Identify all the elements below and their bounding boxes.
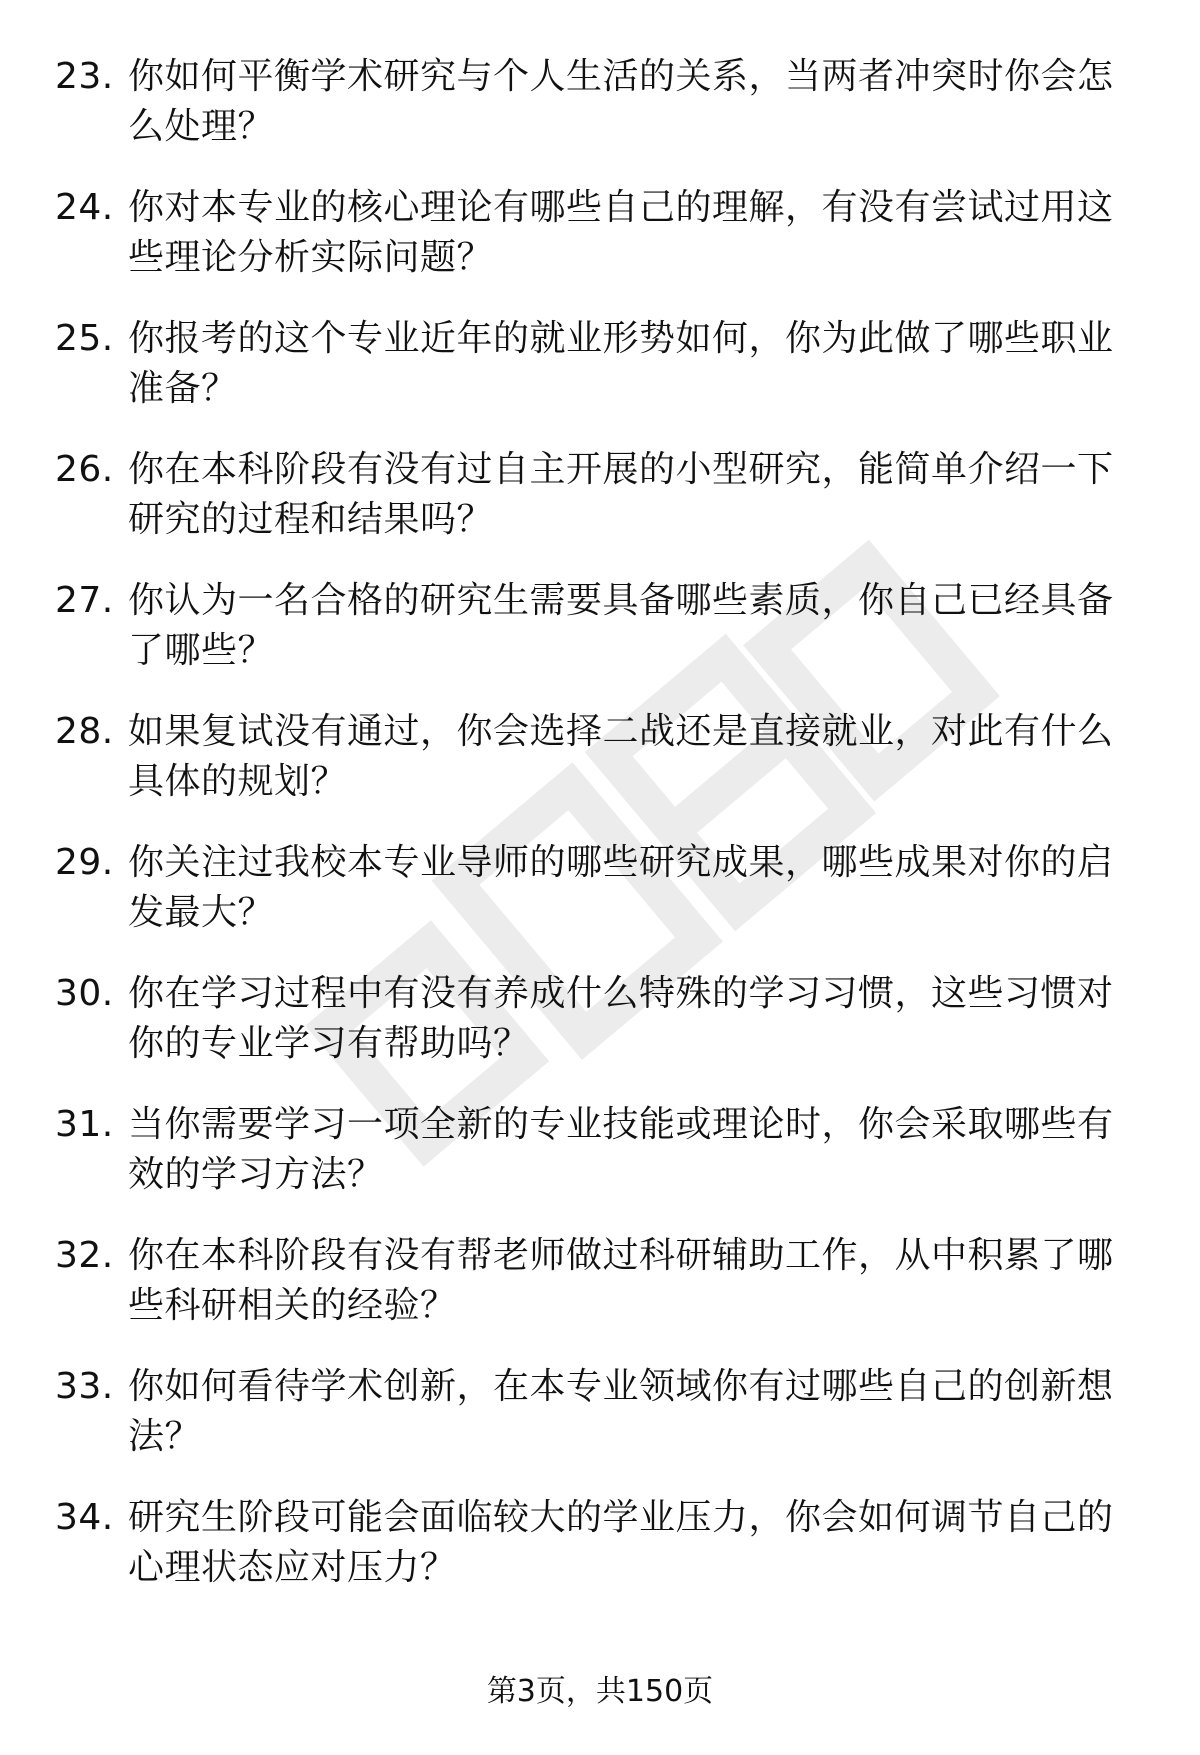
question-number: 34. — [55, 1497, 114, 1538]
question-item — [0, 838, 1200, 938]
question-item — [0, 707, 1200, 807]
question-number: 32. — [55, 1235, 114, 1276]
question-number: 28. — [55, 711, 114, 752]
question-number: 24. — [55, 187, 114, 228]
question-number: 31. — [55, 1104, 114, 1145]
question-text: 你如何看待学术创新，在本专业领域你有过哪些自己的创新想法？ — [128, 1366, 1114, 1457]
question-item — [0, 183, 1200, 283]
question-list — [0, 52, 1200, 1624]
question-text: 当你需要学习一项全新的专业技能或理论时，你会采取哪些有效的学习方法？ — [128, 1104, 1114, 1195]
question-item — [0, 1362, 1200, 1462]
question-text: 如果复试没有通过，你会选择二战还是直接就业，对此有什么具体的规划？ — [128, 711, 1114, 802]
question-text: 你如何平衡学术研究与个人生活的关系，当两者冲突时你会怎么处理？ — [128, 56, 1114, 147]
question-text: 你对本专业的核心理论有哪些自己的理解，有没有尝试过用这些理论分析实际问题？ — [128, 187, 1114, 278]
question-number: 30. — [55, 973, 114, 1014]
question-number: 25. — [55, 318, 114, 359]
question-number: 27. — [55, 580, 114, 621]
question-text: 你认为一名合格的研究生需要具备哪些素质，你自己已经具备了哪些？ — [128, 580, 1114, 671]
question-text: 研究生阶段可能会面临较大的学业压力，你会如何调节自己的心理状态应对压力？ — [128, 1497, 1114, 1588]
question-item — [0, 1231, 1200, 1331]
question-number: 33. — [55, 1366, 114, 1407]
question-text: 你关注过我校本专业导师的哪些研究成果，哪些成果对你的启发最大？ — [128, 842, 1114, 933]
question-number: 23. — [55, 56, 114, 97]
question-text: 你报考的这个专业近年的就业形势如何，你为此做了哪些职业准备？ — [128, 318, 1114, 409]
question-item — [0, 969, 1200, 1069]
question-text: 你在本科阶段有没有帮老师做过科研辅助工作，从中积累了哪些科研相关的经验？ — [128, 1235, 1114, 1326]
question-text: 你在本科阶段有没有过自主开展的小型研究，能简单介绍一下研究的过程和结果吗？ — [128, 449, 1114, 540]
question-item — [0, 576, 1200, 676]
question-number: 29. — [55, 842, 114, 883]
question-item — [0, 314, 1200, 414]
question-text: 你在学习过程中有没有养成什么特殊的学习习惯，这些习惯对你的专业学习有帮助吗？ — [128, 973, 1114, 1064]
page-footer: 第3页，共150页 — [486, 1674, 714, 1709]
question-item — [0, 1493, 1200, 1593]
question-number: 26. — [55, 449, 114, 490]
question-item — [0, 445, 1200, 545]
question-item — [0, 1100, 1200, 1200]
question-item — [0, 52, 1200, 152]
